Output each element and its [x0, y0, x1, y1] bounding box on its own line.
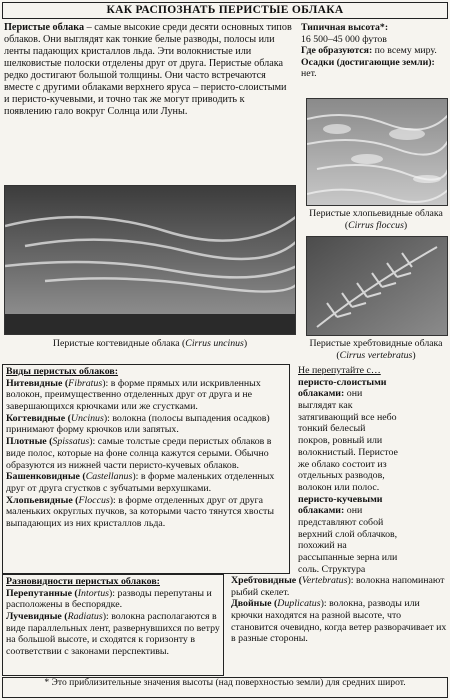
intro-text: – самые высокие среди десяти основных типов облаков. Они выглядят как тонкие белые разводы, полосы или ленты падающих кристаллов льда. Эти волокнистые или шелковистые полоски отделены друг от друга. Перистые облака редко достигают большой толщины. Они часто встречаются вместе с другими облаками верхнего яруса – перисто-слоистыми и перисто-кучевыми, и точно так же могут приводить к появлению гало вокруг Солнца или Луны. — [4, 22, 292, 118]
where-value: по всему миру. — [372, 45, 437, 57]
photo-cirrus-floccus — [306, 98, 448, 206]
caption-vertebratus-text: Перистые хребтовидные облака ( — [309, 338, 443, 361]
varieties-heading: Разновидности перистых облаков: — [6, 576, 160, 587]
type-latin: Floccus — [78, 494, 110, 506]
confuse-item1-name: перисто-слоистыми облаками: — [298, 376, 387, 400]
facts-box — [301, 22, 448, 92]
caption-close-3: ) — [412, 349, 416, 361]
photo-cirrus-vertebratus — [306, 236, 448, 336]
caption-close-2: ) — [243, 338, 248, 349]
type-latin: Spissatus — [52, 436, 90, 448]
variety-intortus — [6, 588, 220, 611]
intro-paragraph — [4, 22, 294, 182]
type-name: Хлопьевидные ( — [6, 494, 79, 506]
variety-text: ): разводы перепутаны и расположены в беспорядке. — [6, 587, 212, 611]
confuse-item2-text: они представляют собой верхний слой облачков, похожий на рассыпанные зерна или соль. Структура — [298, 505, 398, 575]
type-text: ): в форме отделенных друг от друга маленьких округлых пучков, за которыми часто тянутся хвосты выпадающих из них кристаллов льда. — [6, 494, 274, 529]
caption-close: ) — [403, 219, 408, 231]
variety-name: Перепутанные ( — [6, 587, 78, 599]
photo-cirrus-uncinus — [4, 185, 296, 335]
type-uncinus — [6, 413, 286, 436]
variety-text: ): волокна, разводы или крючки находятся на разной высоте, что становится очевидно, когда ветер разворачивает их в разные стороны. — [231, 598, 447, 645]
intro-term: Перистые облака — [4, 22, 85, 33]
type-castellanus — [6, 471, 286, 494]
height-label: Типичная высота*: — [301, 22, 389, 33]
type-text: ): в форме прямых или искривленных волокон, преимущественно отделенных друг от друга и не завершающихся крючками или же сгустками. — [6, 377, 261, 413]
precip-label: Осадки (достигающие земли): — [301, 56, 435, 68]
variety-name: Двойные ( — [231, 598, 278, 610]
caption-floccus-text: Перистые хлопьевидные облака ( — [309, 208, 443, 231]
caption-floccus-latin: Cirrus floccus — [348, 219, 404, 231]
type-latin: Uncinus — [70, 412, 104, 424]
variety-vertebratus — [231, 575, 449, 598]
footnote: * Это приблизительные значения высоты (над поверхностью земли) для средних широт. — [2, 677, 448, 698]
type-text: ): волокна (полосы выпадения осадков) принимают форму крючков или запятых. — [6, 412, 270, 436]
caption-uncinus-text: Перистые когтевидные облака ( — [52, 338, 186, 349]
type-latin: Castellanus — [85, 471, 133, 483]
variety-latin: Vertebratus — [301, 575, 348, 586]
variety-name: Хребтовидные ( — [231, 575, 302, 586]
caption-vertebratus-latin: Cirrus vertebratus — [339, 349, 413, 361]
height-value: 16 500–45 000 футов — [301, 33, 387, 45]
caption-floccus — [304, 208, 448, 232]
type-name: Нитевидные ( — [6, 377, 69, 389]
confuse-heading: Не перепутайте с… — [298, 365, 381, 376]
type-text: ): в форме маленьких отделенных друг от друга сгустков с зубчатыми верхушками. — [6, 471, 275, 494]
type-name: Башенковидные ( — [6, 471, 86, 483]
type-floccus — [6, 495, 286, 530]
confuse-item1-text: они выглядят как затягивающий все небо тонкий белесый покров, ровный или волокнистый. Перистое же облако состоит из отдельных разводов, волокон или полос. — [298, 388, 398, 493]
type-name: Плотные ( — [6, 436, 53, 448]
page-title: КАК РАСПОЗНАТЬ ПЕРИСТЫЕ ОБЛАКА — [2, 2, 448, 19]
variety-text: ): волокна располагаются в виде параллельных лент, развернувшихся по ветру на большой высоте, и сходятся к горизонту в соответствии с законами перспективы. — [6, 611, 220, 658]
type-text: ): самые толстые среди перистых облаков в виде полос, которые на фоне солнца кажутся серыми. Обычно образуются из нижней части перисто-кучевых облаков. — [6, 436, 272, 471]
variety-duplicatus — [231, 598, 449, 645]
varieties-right-column — [228, 574, 450, 678]
type-latin: Fibratus — [68, 377, 103, 389]
variety-name: Лучевидные ( — [6, 611, 68, 623]
caption-uncinus-latin: Cirrus uncinus — [185, 338, 244, 349]
variety-latin: Intortus — [77, 587, 109, 599]
type-name: Когтевидные ( — [6, 412, 71, 424]
precip-value: нет. — [301, 68, 317, 80]
type-fibratus — [6, 378, 286, 413]
where-label: Где образуются: — [301, 45, 373, 57]
types-heading: Виды перистых облаков: — [6, 366, 119, 377]
variety-latin: Radiatus — [67, 611, 103, 623]
caption-vertebratus — [304, 338, 448, 362]
confuse-section — [296, 364, 400, 576]
variety-text: ): волокна напоминают рыбий скелет. — [231, 575, 445, 598]
varieties-section — [2, 574, 224, 676]
variety-radiatus — [6, 611, 220, 658]
types-section — [2, 364, 290, 574]
type-spissatus — [6, 436, 286, 471]
variety-latin: Duplicatus — [277, 598, 321, 610]
caption-uncinus — [4, 338, 296, 350]
confuse-item2-name: перисто-кучевыми облаками: — [298, 493, 383, 517]
